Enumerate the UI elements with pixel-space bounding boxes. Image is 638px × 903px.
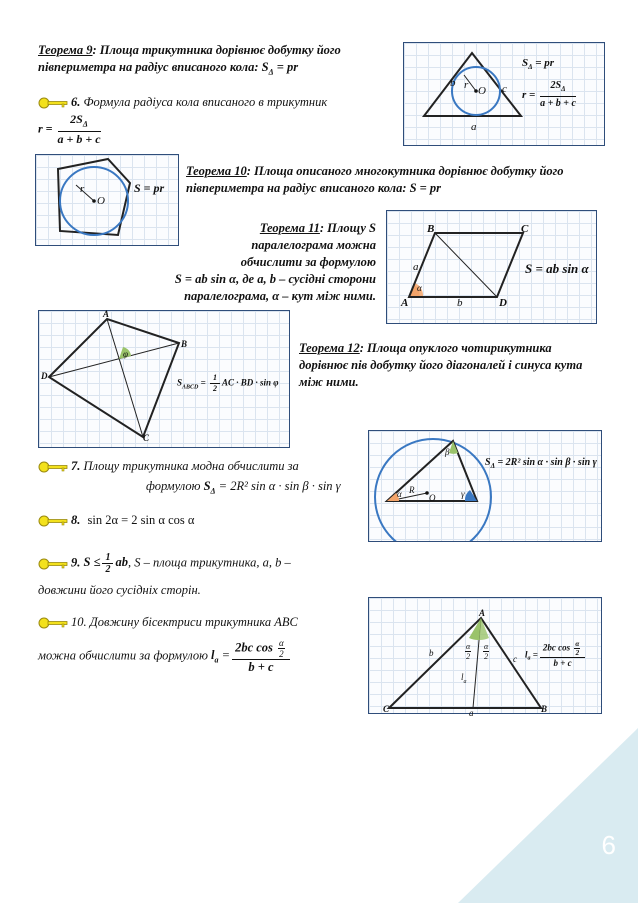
item-10-text: Довжину бісектриси трикутника ABC [89,615,298,629]
fig3-formula: S = ab sin α [525,261,589,276]
page-corner-decoration [458,728,638,903]
key-icon [38,515,68,527]
fig5-label-r: R [409,485,415,495]
item-10 [38,614,368,631]
item-6-number: 6. [71,95,81,109]
theorem-11-line1: : Площу S [319,221,376,235]
theorem-11-label: Теорема 11 [259,221,320,235]
fig5-formula: $S_\Delta = 2R^2$ sin α · sin β · sin γ [485,457,597,470]
theorem-10-label: Теорема 10 [186,164,247,178]
item-8-number: 8. [71,513,81,527]
theorem-10-formula: S = pr [409,181,442,195]
theorem-10 [186,163,606,197]
figure-quadrilateral [38,310,290,448]
theorem-11 [138,220,376,305]
item-7-formula: $S_\Delta = 2R^2$ sin α · sin β · sin γ [203,479,341,496]
fig3-label-b: b [457,297,463,309]
fig6-label-c: c [513,654,517,664]
theorem-10-text: : Площа описаного многокутника дорівнює добутку його півпериметра на радіус вписаного кола: [186,164,564,195]
theorem-9-text: : Площа трикутника дорівнює добутку його півпериметра на радіус вписаного кола: [38,43,341,74]
fig3-label-b-vertex: B [427,223,435,235]
key-icon [38,461,68,473]
item-8 [38,512,338,529]
item-7-formula-line [146,478,376,500]
fig5-label-o: O [429,493,436,503]
theorem-11-line2: паралелограма можна [251,238,376,252]
item-7-number: 7. [71,459,81,473]
fig1-formula-radius: r = $\frac{2S_\Delta}{a + b + c}$ [522,80,576,109]
item-6-text: Формула радіуса кола вписаного в трикутник [83,95,328,109]
figure-circumcircle [368,430,602,542]
key-icon [38,97,68,109]
fig1-formula-area: $S_\Delta$ = pr [522,57,555,72]
fig1-label-r: r [464,79,469,91]
theorem-12-text: : Площа опуклого чотирикутника дорівнює пів добутку його діагоналей і синуса кута між ними. [299,341,583,389]
fig2-label-o: O [97,195,105,207]
fig3-label-alpha: α [417,283,422,293]
theorem-9 [38,42,393,81]
theorem-11-line3: обчислити за формулою [240,255,376,269]
item-7-text: Площу трикутника модна обчислити за [83,459,299,473]
fig4-formula: $S_{ABCD}$ = $\frac{1}{2}$ AC · BD · sin φ [177,373,279,393]
theorem-12 [299,340,599,391]
theorem-11-formula: S = ab sin α [174,272,237,286]
item-10-formula-line [38,638,368,674]
theorem-12-label: Теорема 12 [299,341,360,355]
fig1-label-c: c [502,83,507,95]
item-9-formula: S ≤ $\frac{1}{2}$ ab [83,552,128,575]
theorem-9-label: Теорема 9 [38,43,93,57]
item-10-formula: $l_a$ = 2bc cos $\frac{\alpha}{2}$ b + c [211,648,292,662]
item-7 [38,458,368,475]
item-6 [38,94,398,111]
figure-parallelogram [386,210,597,324]
figure-bisector [368,597,602,718]
item-7-text2: формулою [146,479,201,493]
fig1-label-a: a [471,121,477,133]
item-6-formula: r = $\frac{2S_\Delta}{a + b + c}$ [38,112,101,147]
fig6-label-la: $l_a$ [461,672,467,685]
fig6-label-half-right: $\frac{\alpha}{2}$ [484,642,489,661]
fig1-label-b: b [450,77,456,89]
fig5-label-gamma: γ [461,489,465,499]
theorem-9-formula: $S_\Delta$ = pr [261,60,299,77]
item-10-text2: можна обчислити за формулою [38,648,208,663]
key-icon [38,617,68,629]
item-10-number: 10. [71,615,87,629]
fig3-label-a: a [413,261,419,273]
fig6-label-a-vertex: A [479,608,486,618]
fig5-label-alpha: α [397,489,402,499]
fig4-label-c: C [143,433,150,443]
fig3-label-a-vertex: A [401,297,409,309]
item-8-formula: sin 2α = 2 sin α cos α [87,513,195,527]
page-number: 6 [601,830,616,860]
fig3-label-c-vertex: C [521,223,529,235]
figure-incircle-triangle [403,42,605,146]
item-9 [38,552,368,575]
fig5-label-beta: β [445,447,450,457]
key-icon [38,558,68,570]
item-9-text: , S – площа трикутника, a, b – [127,555,291,570]
item-9-number: 9. [71,555,81,570]
fig2-formula: S = pr [134,181,165,195]
fig6-label-a: a [469,708,474,718]
fig4-label-d: D [41,371,48,381]
fig4-label-phi: φ [123,349,128,359]
fig6-formula: $l_a$ = 2bc cos $\frac{\alpha}{2}$ b + c [525,640,587,669]
item-9-text2: довжини його сусідніх сторін. [38,583,201,597]
fig6-label-c-vertex: C [383,704,390,714]
theorem-11-line5: паралелограма, α – кут між ними. [184,289,376,303]
fig4-label-a: A [103,309,110,319]
fig2-label-r: r [80,183,85,195]
fig1-label-o: O [478,85,486,97]
fig6-label-b: b [429,648,434,658]
fig6-label-b-vertex: B [541,704,548,714]
fig4-label-b: B [181,339,188,349]
fig6-label-half-left: $\frac{\alpha}{2}$ [466,642,471,661]
theorem-11-line4: , де a, b – сусідні сторони [236,272,376,286]
fig3-label-d-vertex: D [499,297,507,309]
